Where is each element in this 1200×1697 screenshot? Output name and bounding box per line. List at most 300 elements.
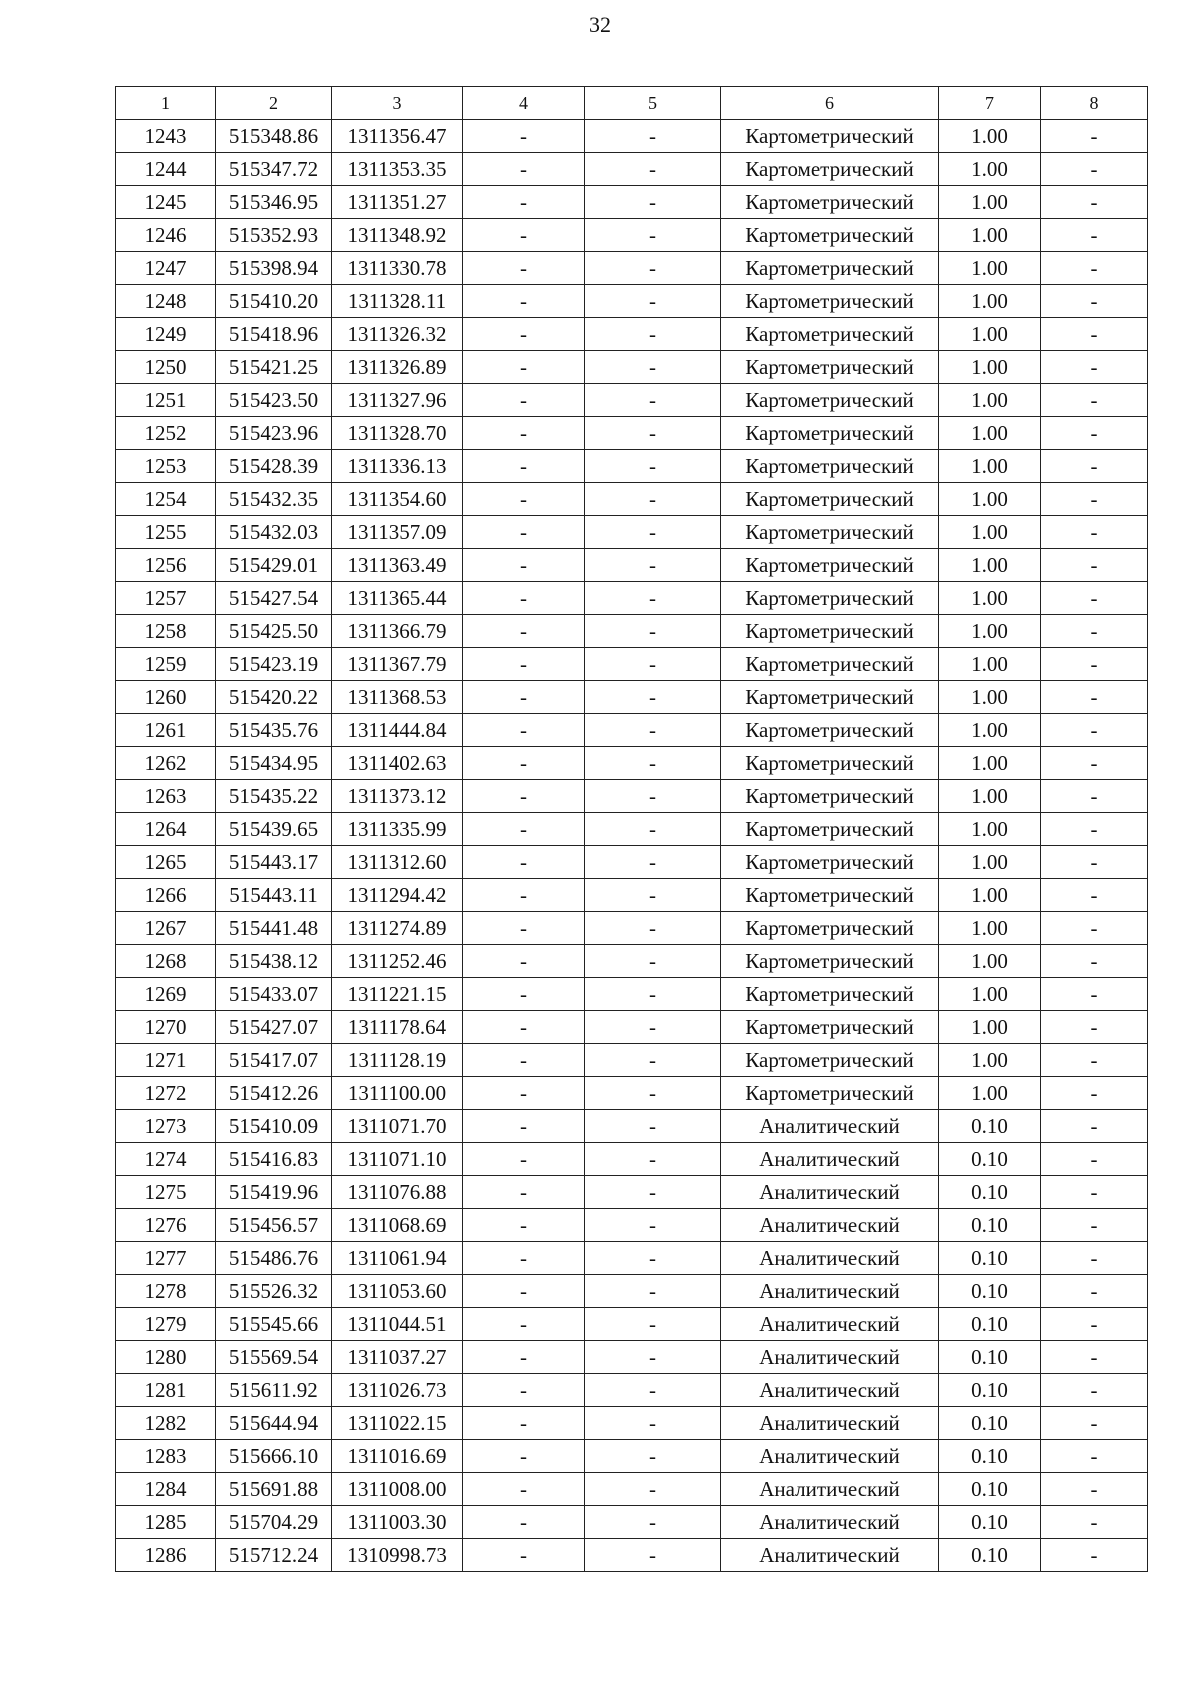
y-coordinate-cell: 1311365.44	[332, 582, 463, 615]
col4-cell: -	[463, 1110, 585, 1143]
y-coordinate-cell: 1311368.53	[332, 681, 463, 714]
col5-cell: -	[585, 351, 721, 384]
col5-cell: -	[585, 285, 721, 318]
col5-cell: -	[585, 846, 721, 879]
method-cell: Картометрический	[721, 516, 939, 549]
method-cell: Картометрический	[721, 285, 939, 318]
method-cell: Картометрический	[721, 582, 939, 615]
method-cell: Картометрический	[721, 186, 939, 219]
col4-cell: -	[463, 1440, 585, 1473]
method-cell: Аналитический	[721, 1341, 939, 1374]
y-coordinate-cell: 1311328.11	[332, 285, 463, 318]
x-coordinate-cell: 515432.03	[216, 516, 332, 549]
accuracy-cell: 1.00	[939, 615, 1041, 648]
x-coordinate-cell: 515428.39	[216, 450, 332, 483]
table-body	[116, 120, 1148, 1572]
y-coordinate-cell: 1311353.35	[332, 153, 463, 186]
table-row	[116, 1011, 1148, 1044]
col4-cell: -	[463, 1539, 585, 1572]
accuracy-cell: 1.00	[939, 1011, 1041, 1044]
y-coordinate-cell: 1311178.64	[332, 1011, 463, 1044]
x-coordinate-cell: 515418.96	[216, 318, 332, 351]
col8-cell: -	[1041, 1176, 1148, 1209]
table-row	[116, 120, 1148, 153]
accuracy-cell: 0.10	[939, 1506, 1041, 1539]
col5-cell: -	[585, 1407, 721, 1440]
col8-cell: -	[1041, 1440, 1148, 1473]
y-coordinate-cell: 1311312.60	[332, 846, 463, 879]
table-row	[116, 945, 1148, 978]
method-cell: Картометрический	[721, 846, 939, 879]
column-header: 5	[585, 87, 721, 120]
point-number-cell: 1271	[116, 1044, 216, 1077]
col5-cell: -	[585, 186, 721, 219]
point-number-cell: 1250	[116, 351, 216, 384]
y-coordinate-cell: 1311294.42	[332, 879, 463, 912]
method-cell: Аналитический	[721, 1440, 939, 1473]
method-cell: Аналитический	[721, 1110, 939, 1143]
point-number-cell: 1254	[116, 483, 216, 516]
table-row	[116, 153, 1148, 186]
point-number-cell: 1283	[116, 1440, 216, 1473]
table-row	[116, 549, 1148, 582]
col4-cell: -	[463, 153, 585, 186]
method-cell: Картометрический	[721, 384, 939, 417]
point-number-cell: 1278	[116, 1275, 216, 1308]
col4-cell: -	[463, 318, 585, 351]
y-coordinate-cell: 1311022.15	[332, 1407, 463, 1440]
x-coordinate-cell: 515347.72	[216, 153, 332, 186]
table-row	[116, 978, 1148, 1011]
col8-cell: -	[1041, 1275, 1148, 1308]
col5-cell: -	[585, 483, 721, 516]
col8-cell: -	[1041, 978, 1148, 1011]
col5-cell: -	[585, 879, 721, 912]
accuracy-cell: 0.10	[939, 1440, 1041, 1473]
accuracy-cell: 0.10	[939, 1341, 1041, 1374]
x-coordinate-cell: 515427.07	[216, 1011, 332, 1044]
col8-cell: -	[1041, 153, 1148, 186]
col8-cell: -	[1041, 252, 1148, 285]
point-number-cell: 1247	[116, 252, 216, 285]
accuracy-cell: 0.10	[939, 1275, 1041, 1308]
accuracy-cell: 1.00	[939, 120, 1041, 153]
y-coordinate-cell: 1311071.70	[332, 1110, 463, 1143]
col4-cell: -	[463, 285, 585, 318]
accuracy-cell: 0.10	[939, 1473, 1041, 1506]
y-coordinate-cell: 1311367.79	[332, 648, 463, 681]
y-coordinate-cell: 1311053.60	[332, 1275, 463, 1308]
method-cell: Картометрический	[721, 1011, 939, 1044]
point-number-cell: 1257	[116, 582, 216, 615]
y-coordinate-cell: 1311016.69	[332, 1440, 463, 1473]
y-coordinate-cell: 1311326.32	[332, 318, 463, 351]
method-cell: Картометрический	[721, 615, 939, 648]
y-coordinate-cell: 1311100.00	[332, 1077, 463, 1110]
y-coordinate-cell: 1311327.96	[332, 384, 463, 417]
col8-cell: -	[1041, 483, 1148, 516]
x-coordinate-cell: 515712.24	[216, 1539, 332, 1572]
method-cell: Картометрический	[721, 1077, 939, 1110]
point-number-cell: 1270	[116, 1011, 216, 1044]
method-cell: Аналитический	[721, 1209, 939, 1242]
col4-cell: -	[463, 912, 585, 945]
table-row	[116, 1044, 1148, 1077]
column-header: 1	[116, 87, 216, 120]
table-row	[116, 1176, 1148, 1209]
x-coordinate-cell: 515611.92	[216, 1374, 332, 1407]
point-number-cell: 1266	[116, 879, 216, 912]
col8-cell: -	[1041, 747, 1148, 780]
x-coordinate-cell: 515412.26	[216, 1077, 332, 1110]
col4-cell: -	[463, 1308, 585, 1341]
accuracy-cell: 1.00	[939, 714, 1041, 747]
col5-cell: -	[585, 516, 721, 549]
method-cell: Картометрический	[721, 351, 939, 384]
column-header: 8	[1041, 87, 1148, 120]
method-cell: Картометрический	[721, 219, 939, 252]
col4-cell: -	[463, 615, 585, 648]
accuracy-cell: 0.10	[939, 1308, 1041, 1341]
accuracy-cell: 1.00	[939, 252, 1041, 285]
point-number-cell: 1286	[116, 1539, 216, 1572]
col4-cell: -	[463, 1407, 585, 1440]
y-coordinate-cell: 1311330.78	[332, 252, 463, 285]
y-coordinate-cell: 1311402.63	[332, 747, 463, 780]
point-number-cell: 1264	[116, 813, 216, 846]
point-number-cell: 1263	[116, 780, 216, 813]
point-number-cell: 1258	[116, 615, 216, 648]
col5-cell: -	[585, 1374, 721, 1407]
table-row	[116, 1440, 1148, 1473]
x-coordinate-cell: 515416.83	[216, 1143, 332, 1176]
col5-cell: -	[585, 450, 721, 483]
method-cell: Картометрический	[721, 417, 939, 450]
table-row	[116, 186, 1148, 219]
table-row	[116, 285, 1148, 318]
method-cell: Аналитический	[721, 1143, 939, 1176]
table-row	[116, 1341, 1148, 1374]
col5-cell: -	[585, 1275, 721, 1308]
col4-cell: -	[463, 1209, 585, 1242]
y-coordinate-cell: 1311076.88	[332, 1176, 463, 1209]
col4-cell: -	[463, 846, 585, 879]
x-coordinate-cell: 515644.94	[216, 1407, 332, 1440]
x-coordinate-cell: 515433.07	[216, 978, 332, 1011]
col5-cell: -	[585, 549, 721, 582]
col5-cell: -	[585, 1110, 721, 1143]
x-coordinate-cell: 515569.54	[216, 1341, 332, 1374]
col5-cell: -	[585, 615, 721, 648]
col8-cell: -	[1041, 846, 1148, 879]
x-coordinate-cell: 515438.12	[216, 945, 332, 978]
table-row	[116, 318, 1148, 351]
point-number-cell: 1282	[116, 1407, 216, 1440]
col8-cell: -	[1041, 1539, 1148, 1572]
col8-cell: -	[1041, 1374, 1148, 1407]
y-coordinate-cell: 1311373.12	[332, 780, 463, 813]
point-number-cell: 1251	[116, 384, 216, 417]
point-number-cell: 1268	[116, 945, 216, 978]
method-cell: Картометрический	[721, 549, 939, 582]
col8-cell: -	[1041, 516, 1148, 549]
col4-cell: -	[463, 681, 585, 714]
table-row	[116, 1143, 1148, 1176]
y-coordinate-cell: 1311026.73	[332, 1374, 463, 1407]
col8-cell: -	[1041, 1242, 1148, 1275]
col5-cell: -	[585, 1209, 721, 1242]
point-number-cell: 1265	[116, 846, 216, 879]
y-coordinate-cell: 1311444.84	[332, 714, 463, 747]
col4-cell: -	[463, 813, 585, 846]
x-coordinate-cell: 515423.50	[216, 384, 332, 417]
col5-cell: -	[585, 813, 721, 846]
method-cell: Аналитический	[721, 1308, 939, 1341]
col8-cell: -	[1041, 417, 1148, 450]
col5-cell: -	[585, 1539, 721, 1572]
accuracy-cell: 0.10	[939, 1242, 1041, 1275]
method-cell: Картометрический	[721, 648, 939, 681]
col4-cell: -	[463, 549, 585, 582]
col4-cell: -	[463, 186, 585, 219]
accuracy-cell: 0.10	[939, 1176, 1041, 1209]
accuracy-cell: 1.00	[939, 780, 1041, 813]
col8-cell: -	[1041, 813, 1148, 846]
method-cell: Картометрический	[721, 978, 939, 1011]
table-row	[116, 1308, 1148, 1341]
accuracy-cell: 1.00	[939, 549, 1041, 582]
point-number-cell: 1277	[116, 1242, 216, 1275]
accuracy-cell: 1.00	[939, 450, 1041, 483]
method-cell: Картометрический	[721, 153, 939, 186]
table-row	[116, 1242, 1148, 1275]
y-coordinate-cell: 1311336.13	[332, 450, 463, 483]
method-cell: Аналитический	[721, 1374, 939, 1407]
accuracy-cell: 1.00	[939, 219, 1041, 252]
x-coordinate-cell: 515439.65	[216, 813, 332, 846]
x-coordinate-cell: 515429.01	[216, 549, 332, 582]
col8-cell: -	[1041, 549, 1148, 582]
point-number-cell: 1279	[116, 1308, 216, 1341]
col4-cell: -	[463, 1077, 585, 1110]
accuracy-cell: 1.00	[939, 978, 1041, 1011]
table-row	[116, 1473, 1148, 1506]
point-number-cell: 1285	[116, 1506, 216, 1539]
table-row	[116, 1110, 1148, 1143]
col8-cell: -	[1041, 582, 1148, 615]
col5-cell: -	[585, 219, 721, 252]
col5-cell: -	[585, 1506, 721, 1539]
col5-cell: -	[585, 1176, 721, 1209]
col4-cell: -	[463, 1374, 585, 1407]
table-row	[116, 912, 1148, 945]
point-number-cell: 1272	[116, 1077, 216, 1110]
table-row	[116, 1275, 1148, 1308]
x-coordinate-cell: 515420.22	[216, 681, 332, 714]
table-row	[116, 252, 1148, 285]
table-row	[116, 813, 1148, 846]
column-header: 2	[216, 87, 332, 120]
x-coordinate-cell: 515419.96	[216, 1176, 332, 1209]
accuracy-cell: 1.00	[939, 813, 1041, 846]
y-coordinate-cell: 1311037.27	[332, 1341, 463, 1374]
method-cell: Картометрический	[721, 120, 939, 153]
col5-cell: -	[585, 1143, 721, 1176]
col4-cell: -	[463, 219, 585, 252]
col4-cell: -	[463, 1176, 585, 1209]
table-row	[116, 879, 1148, 912]
accuracy-cell: 0.10	[939, 1110, 1041, 1143]
point-number-cell: 1252	[116, 417, 216, 450]
x-coordinate-cell: 515410.20	[216, 285, 332, 318]
col5-cell: -	[585, 945, 721, 978]
col8-cell: -	[1041, 351, 1148, 384]
x-coordinate-cell: 515410.09	[216, 1110, 332, 1143]
method-cell: Картометрический	[721, 483, 939, 516]
x-coordinate-cell: 515456.57	[216, 1209, 332, 1242]
col8-cell: -	[1041, 912, 1148, 945]
col4-cell: -	[463, 351, 585, 384]
table-row	[116, 615, 1148, 648]
col4-cell: -	[463, 780, 585, 813]
col8-cell: -	[1041, 945, 1148, 978]
method-cell: Картометрический	[721, 318, 939, 351]
method-cell: Картометрический	[721, 813, 939, 846]
y-coordinate-cell: 1311274.89	[332, 912, 463, 945]
table-header-row	[116, 87, 1148, 120]
col4-cell: -	[463, 1011, 585, 1044]
x-coordinate-cell: 515425.50	[216, 615, 332, 648]
accuracy-cell: 1.00	[939, 483, 1041, 516]
col5-cell: -	[585, 120, 721, 153]
y-coordinate-cell: 1311363.49	[332, 549, 463, 582]
x-coordinate-cell: 515443.11	[216, 879, 332, 912]
method-cell: Картометрический	[721, 879, 939, 912]
x-coordinate-cell: 515348.86	[216, 120, 332, 153]
col4-cell: -	[463, 1473, 585, 1506]
point-number-cell: 1273	[116, 1110, 216, 1143]
col8-cell: -	[1041, 120, 1148, 153]
col8-cell: -	[1041, 615, 1148, 648]
table-row	[116, 648, 1148, 681]
x-coordinate-cell: 515427.54	[216, 582, 332, 615]
col4-cell: -	[463, 1242, 585, 1275]
method-cell: Картометрический	[721, 1044, 939, 1077]
col5-cell: -	[585, 1473, 721, 1506]
col5-cell: -	[585, 978, 721, 1011]
table-row	[116, 351, 1148, 384]
accuracy-cell: 0.10	[939, 1407, 1041, 1440]
table-row	[116, 1209, 1148, 1242]
col8-cell: -	[1041, 1011, 1148, 1044]
col4-cell: -	[463, 1506, 585, 1539]
x-coordinate-cell: 515434.95	[216, 747, 332, 780]
table-row	[116, 1374, 1148, 1407]
point-number-cell: 1253	[116, 450, 216, 483]
point-number-cell: 1245	[116, 186, 216, 219]
table-row	[116, 1539, 1148, 1572]
col4-cell: -	[463, 747, 585, 780]
y-coordinate-cell: 1311348.92	[332, 219, 463, 252]
col4-cell: -	[463, 450, 585, 483]
x-coordinate-cell: 515666.10	[216, 1440, 332, 1473]
accuracy-cell: 1.00	[939, 285, 1041, 318]
point-number-cell: 1249	[116, 318, 216, 351]
x-coordinate-cell: 515441.48	[216, 912, 332, 945]
y-coordinate-cell: 1311128.19	[332, 1044, 463, 1077]
x-coordinate-cell: 515417.07	[216, 1044, 332, 1077]
page-number: 32	[589, 12, 611, 37]
table-row	[116, 1407, 1148, 1440]
col8-cell: -	[1041, 1473, 1148, 1506]
coordinates-table	[115, 86, 1148, 1572]
table-row	[116, 417, 1148, 450]
accuracy-cell: 1.00	[939, 747, 1041, 780]
accuracy-cell: 1.00	[939, 945, 1041, 978]
table-row	[116, 1506, 1148, 1539]
table-row	[116, 384, 1148, 417]
method-cell: Картометрический	[721, 747, 939, 780]
method-cell: Аналитический	[721, 1176, 939, 1209]
x-coordinate-cell: 515486.76	[216, 1242, 332, 1275]
col8-cell: -	[1041, 879, 1148, 912]
y-coordinate-cell: 1311328.70	[332, 417, 463, 450]
col8-cell: -	[1041, 1143, 1148, 1176]
accuracy-cell: 1.00	[939, 912, 1041, 945]
col5-cell: -	[585, 1308, 721, 1341]
col4-cell: -	[463, 483, 585, 516]
method-cell: Аналитический	[721, 1242, 939, 1275]
col5-cell: -	[585, 1440, 721, 1473]
table-row	[116, 1077, 1148, 1110]
col4-cell: -	[463, 1275, 585, 1308]
column-header: 7	[939, 87, 1041, 120]
x-coordinate-cell: 515443.17	[216, 846, 332, 879]
col4-cell: -	[463, 582, 585, 615]
col8-cell: -	[1041, 780, 1148, 813]
x-coordinate-cell: 515545.66	[216, 1308, 332, 1341]
col8-cell: -	[1041, 681, 1148, 714]
point-number-cell: 1244	[116, 153, 216, 186]
method-cell: Картометрический	[721, 252, 939, 285]
method-cell: Картометрический	[721, 945, 939, 978]
point-number-cell: 1246	[116, 219, 216, 252]
point-number-cell: 1269	[116, 978, 216, 1011]
table-row	[116, 714, 1148, 747]
y-coordinate-cell: 1311221.15	[332, 978, 463, 1011]
col8-cell: -	[1041, 1209, 1148, 1242]
point-number-cell: 1260	[116, 681, 216, 714]
y-coordinate-cell: 1311252.46	[332, 945, 463, 978]
x-coordinate-cell: 515398.94	[216, 252, 332, 285]
accuracy-cell: 1.00	[939, 648, 1041, 681]
col5-cell: -	[585, 780, 721, 813]
accuracy-cell: 1.00	[939, 186, 1041, 219]
column-header: 3	[332, 87, 463, 120]
col8-cell: -	[1041, 219, 1148, 252]
accuracy-cell: 1.00	[939, 681, 1041, 714]
y-coordinate-cell: 1311068.69	[332, 1209, 463, 1242]
col8-cell: -	[1041, 714, 1148, 747]
point-number-cell: 1262	[116, 747, 216, 780]
y-coordinate-cell: 1311008.00	[332, 1473, 463, 1506]
col8-cell: -	[1041, 1308, 1148, 1341]
table-row	[116, 450, 1148, 483]
method-cell: Картометрический	[721, 780, 939, 813]
col8-cell: -	[1041, 384, 1148, 417]
col5-cell: -	[585, 252, 721, 285]
y-coordinate-cell: 1311326.89	[332, 351, 463, 384]
